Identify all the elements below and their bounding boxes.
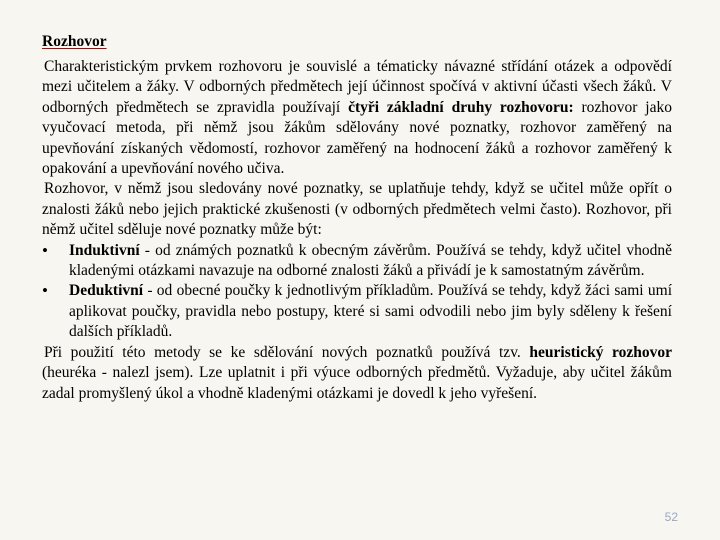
bullet-inductive-text: - od známých poznatků k obecným závěrům. Používá se tehdy, když učitel vhodně kladenými otázkami navazuje na odborné znalosti žáků a přivádí je k samostatným závěrům. [69,241,672,280]
slide-content [42,32,672,404]
paragraph-intro [42,57,672,179]
bullet-icon: • [42,240,48,260]
paragraph-new-knowledge: Rozhovor, v němž jsou sledovány nové poznatky, se uplatňuje tehdy, když se učitel může opřít o znalosti žáků nebo jejich praktické zkušenosti (v odborných předmětech velmi často). Rozhovor, při němž učitel sděluje nové poznatky může být: [42,180,672,239]
paragraph-heuristic-text-b: (heuréka - nalezl jsem). Lze uplatnit i při výuce odborných předmětů. Vyžaduje, aby učitel žákům zadal promyšlený úkol a vhodně kladenými otázkami je dovedl k jeho vyřešení. [42,364,672,402]
slide-title: Rozhovor [42,33,107,50]
bullet-icon: • [42,281,48,301]
paragraph-intro-bold: čtyři základní druhy rozhovoru: [348,98,574,116]
bullet-inductive [42,241,672,282]
paragraph-heuristic [42,343,672,404]
paragraph-heuristic-text-a: Při použití této metody se ke sdělování nových poznatků používá tzv. [44,343,530,361]
bullet-inductive-term: Induktivní [69,241,140,259]
paragraph-heuristic-bold: heuristický rozhovor [529,343,672,361]
bullet-deductive [42,281,672,342]
bullet-deductive-text: - od obecné poučky k jednotlivým příkladům. Používá se tehdy, když žáci sami umí aplikovat poučky, pravidla nebo postupy, které si sami odvodili nebo jim byly sděleny k řešení dalších příkladů. [69,282,672,341]
paragraph-intro-text-a: Charakteristickým prvkem rozhovoru je souvislé a tématicky návazné střídání otázek a odpovědí mezi učitelem a žáky. V odborných předmětech její účinnost spočívá v aktivní účasti všech žáků. V odborných předmětech se zpravidla používají [42,58,672,116]
paragraph-intro-text-b: rozhovor jako vyučovací metoda, při němž jsou žákům sdělovány nové poznatky, rozhovor zaměřený na upevňování získaných vědomostí, rozhovor zaměřený na hodnocení žáků a rozhovor zaměřený k opakování a upevňování nového učiva. [42,98,672,178]
bullet-deductive-term: Deduktivní [69,282,144,300]
page-number: 52 [664,510,678,524]
